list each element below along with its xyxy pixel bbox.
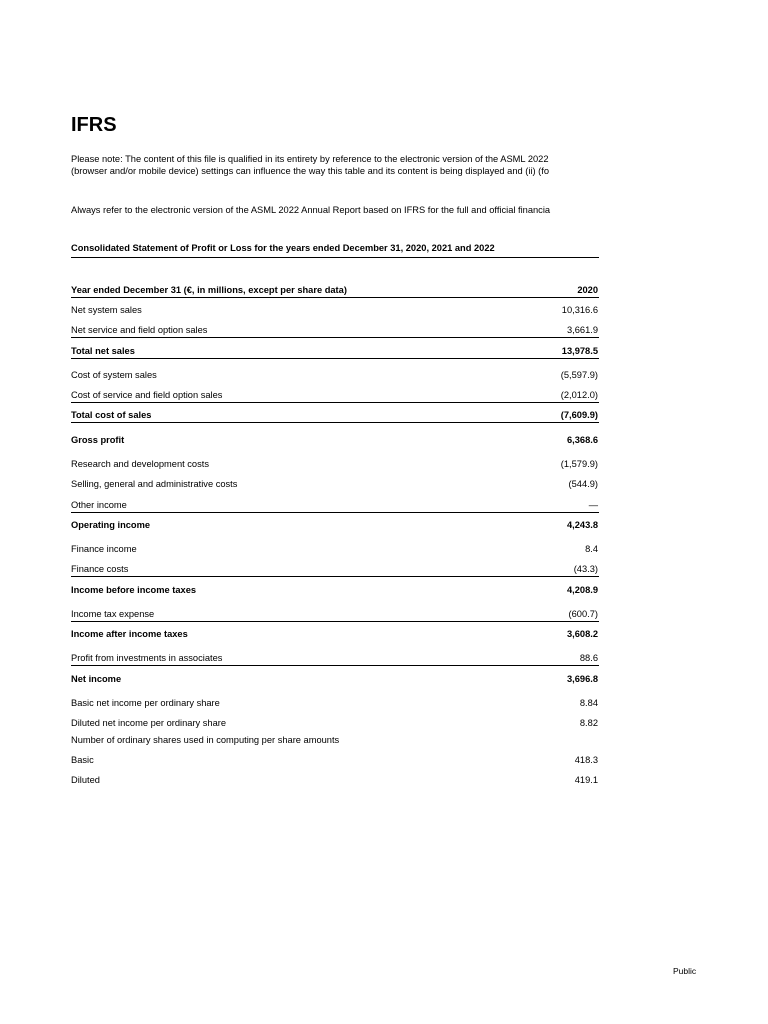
row-label: Diluted [71, 775, 100, 785]
table-row [71, 323, 599, 338]
row-value: 4,243.8 [566, 520, 598, 530]
row-value: (600.7) [568, 609, 598, 619]
row-value: 8.82 [579, 718, 598, 728]
row-value: 3,696.8 [566, 674, 598, 684]
note-line-2: (browser and/or mobile device) settings can influence the way this table and its content is being displayed and (ii) (fo [71, 166, 550, 176]
row-label: Profit from investments in associates [71, 653, 223, 663]
classification-label: Public [673, 966, 697, 976]
table-row [71, 672, 599, 686]
table-row [71, 562, 599, 577]
row-label: Income after income taxes [71, 629, 188, 639]
table-row [71, 696, 599, 710]
row-label: Finance costs [71, 564, 129, 574]
row-label: Research and development costs [71, 459, 209, 469]
row-value: (2,012.0) [560, 390, 598, 400]
table-row [71, 344, 599, 359]
row-label: Income tax expense [71, 609, 155, 619]
table-row [71, 607, 599, 622]
statement-title: Consolidated Statement of Profit or Loss for the years ended December 31, 2020, 2021 and 2022 [71, 243, 599, 258]
row-label: Basic net income per ordinary share [71, 698, 220, 708]
row-value: 418.3 [574, 755, 598, 765]
table-row [71, 583, 599, 597]
note-line-1: Please note: The content of this file is qualified in its entirety by reference to the electronic version of the ASML 2022 [71, 154, 549, 164]
row-value: — [588, 500, 598, 510]
table-row [71, 408, 599, 423]
row-label: Total net sales [71, 346, 135, 356]
row-label: Operating income [71, 520, 151, 530]
row-value: 4,208.9 [566, 585, 598, 595]
row-value: (43.3) [573, 564, 598, 574]
table-row [71, 753, 599, 767]
table-row [71, 457, 599, 471]
table-row [71, 518, 599, 532]
row-label: Selling, general and administrative costs [71, 479, 238, 489]
table-row [71, 388, 599, 403]
row-value: 8.84 [579, 698, 598, 708]
row-label: Other income [71, 500, 127, 510]
row-label: Total cost of sales [71, 410, 152, 420]
row-value: (5,597.9) [560, 370, 598, 380]
row-value: 6,368.6 [566, 435, 598, 445]
table-row [71, 368, 599, 382]
header-label: Year ended December 31 (€, in millions, except per share data) [71, 285, 347, 295]
row-value: 10,316.6 [561, 305, 598, 315]
row-value: 88.6 [579, 653, 598, 663]
row-label: Net income [71, 674, 122, 684]
row-label: Income before income taxes [71, 585, 197, 595]
table-row [71, 733, 599, 747]
table-row [71, 773, 599, 787]
table-row [71, 303, 599, 317]
row-value: 3,608.2 [566, 629, 598, 639]
row-value: 8.4 [585, 544, 598, 554]
row-value: (1,579.9) [560, 459, 598, 469]
row-value: (544.9) [568, 479, 598, 489]
row-value: 3,661.9 [566, 325, 598, 335]
table-row [71, 477, 599, 491]
table-header-row [71, 283, 599, 298]
note-line-3: Always refer to the electronic version of the ASML 2022 Annual Report based on IFRS for the full and official financia [71, 205, 551, 215]
table-row [71, 716, 599, 730]
row-label: Basic [71, 755, 94, 765]
row-label: Net service and field option sales [71, 325, 208, 335]
spreadsheet-view [71, 0, 599, 1024]
row-label: Net system sales [71, 305, 142, 315]
row-value: 13,978.5 [561, 346, 598, 356]
page-title: IFRS [71, 114, 117, 136]
row-value: (7,609.9) [560, 410, 598, 420]
header-year: 2020 [577, 285, 598, 295]
table-row [71, 542, 599, 556]
table-row [71, 498, 599, 513]
row-label: Diluted net income per ordinary share [71, 718, 227, 728]
table-row [71, 627, 599, 641]
row-label: Cost of service and field option sales [71, 390, 223, 400]
row-label: Number of ordinary shares used in computing per share amounts [71, 735, 340, 745]
row-label: Finance income [71, 544, 137, 554]
row-value: 419.1 [574, 775, 598, 785]
table-row [71, 651, 599, 666]
row-label: Cost of system sales [71, 370, 157, 380]
row-label: Gross profit [71, 435, 125, 445]
table-row [71, 433, 599, 447]
